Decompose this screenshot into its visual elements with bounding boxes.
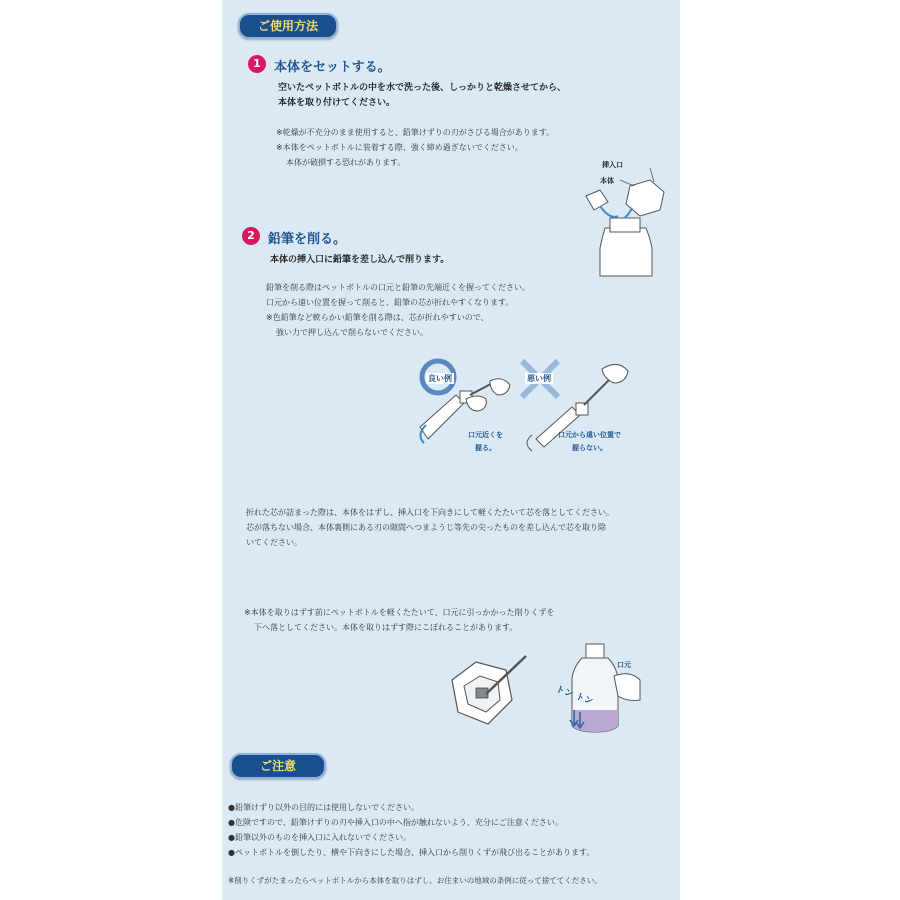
usage-header: ご使用方法 (238, 13, 338, 39)
arrow-icon (600, 206, 618, 217)
step1-number: 1 (248, 55, 266, 73)
bottle-neck (610, 218, 640, 232)
disposal-note: ※削りくずがたまったらペットボトルから本体を取りはずし、お住まいの地域の条例に従って捨ててください。 (228, 876, 602, 885)
bottle-body (600, 228, 652, 276)
instructions-panel (222, 0, 680, 900)
step2-description: 本体の挿入口に鉛筆を差し込んで削ります。 (270, 255, 450, 265)
bottle-setup-illustration (580, 158, 670, 278)
hand (527, 435, 532, 451)
good-example-caption: 口元近くを 握る。 (468, 431, 503, 452)
label-tap: トン トン (553, 684, 595, 708)
caution-item: ●危険ですので、鉛筆けずりの刃や挿入口の中へ指が触れないよう、充分にご注意ください。 (228, 818, 563, 827)
bad-example-badge: 悪い例 (527, 374, 551, 383)
bottle-cap (586, 190, 608, 210)
sharpener-on-bottle (576, 403, 588, 415)
step2-title: 鉛筆を削る。 (268, 232, 347, 247)
good-example-badge: 良い例 (428, 374, 452, 383)
hand (490, 379, 510, 395)
step2-notes: 鉛筆を削る際はペットボトルの口元と鉛筆の先端近くを握ってください。 口元から遠い位置を握って削ると、鉛筆の芯が折れやすくなります。 ※色鉛筆など軟らかい鉛筆を削る際は、芯が折れやすいので、 強い力で押し込んで削らないでください。 (266, 283, 530, 337)
step1-description: 空いたペットボトルの中を水で洗った後、しっかりと乾燥させてから、 本体を取り付けてください。 (278, 83, 567, 108)
step2-number: 2 (242, 227, 260, 245)
bottle-tilted (420, 395, 464, 439)
hand (614, 674, 640, 701)
bottle-cap (586, 644, 604, 658)
caution-item: ●鉛筆けずり以外の目的には使用しないでください。 (228, 803, 419, 812)
arrow-icon (624, 208, 632, 218)
bad-example-caption: 口元から遠い位置で 握らない。 (558, 431, 621, 452)
removal-note: ※本体を取りはずす前にペットボトルを軽くたたいて、口元に引っかかった削りくずを 下へ落としてください。本体を取りはずす際にこぼれることがあります。 (244, 608, 555, 632)
label-mouth: 口元 (617, 661, 631, 669)
label-body: 本体 (600, 177, 614, 185)
hand (466, 396, 486, 411)
hand (602, 364, 628, 383)
sharpener-detail-illustration (442, 650, 532, 740)
caution-item: ●鉛筆以外のものを挿入口に入れないでください。 (228, 833, 411, 842)
caution-item: ●ペットボトルを倒したり、横や下向きにした場合、挿入口から削りくずが飛び出ることがあります。 (228, 848, 595, 857)
caution-header: ご注意 (230, 753, 326, 779)
caution-list (228, 800, 594, 860)
broken-core-paragraph: 折れた芯が詰まった際は、本体をはずし、挿入口を下向きにして軽くたたいて芯を落としてください。 芯が落ちない場合、本体裏側にある刃の隙間へつまようじ等先の尖ったものを差し込んで芯を取り除 いてください。 (246, 508, 614, 547)
label-inlet: 挿入口 (602, 161, 623, 169)
step1-notes: ※乾燥が不充分のまま使用すると、鉛筆けずりの刃がさびる場合があります。 ※本体をペットボトルに装着する際、強く締め過ぎないでください。 本体が破損する恐れがあります。 (276, 128, 555, 167)
step1-title: 本体をセットする。 (274, 60, 391, 75)
